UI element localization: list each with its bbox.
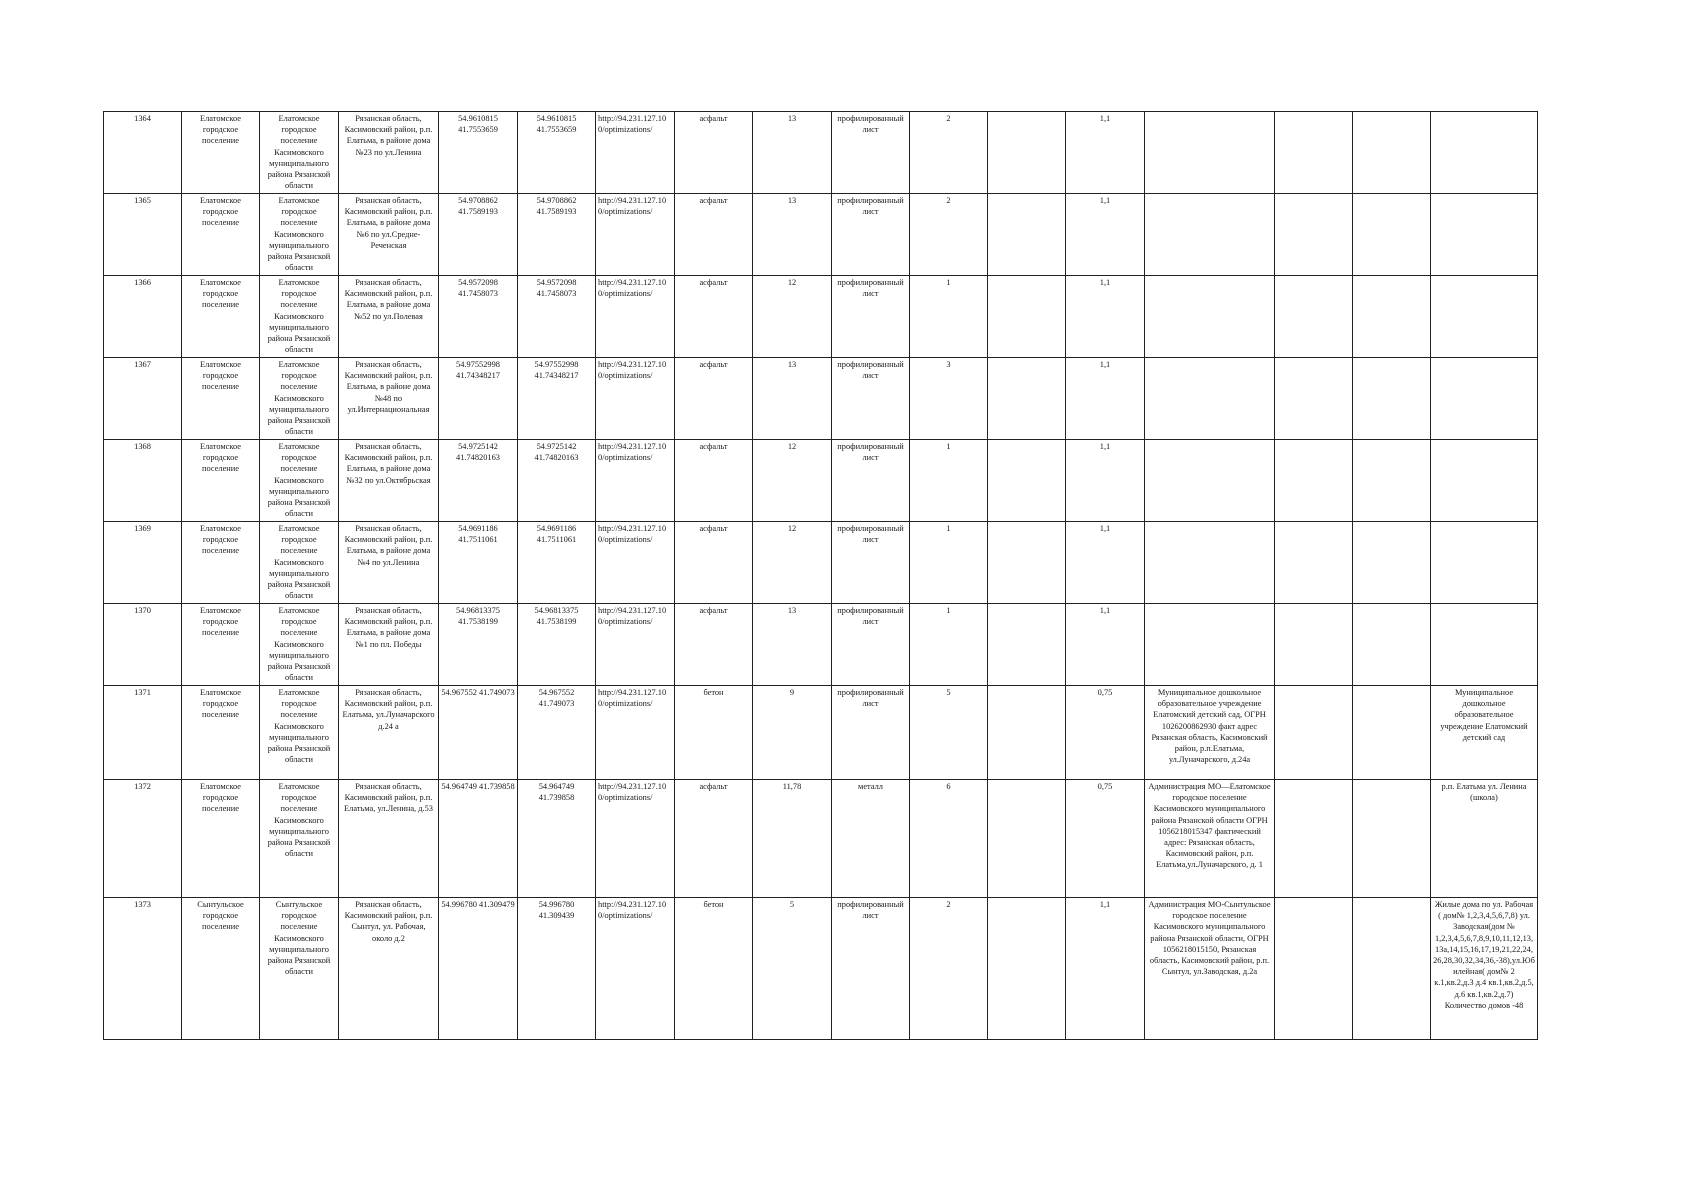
empty-cell [1353,780,1431,898]
containers-count-cell: 1 [910,276,988,358]
table-row [104,194,1538,276]
address-cell: Рязанская область, Касимовский район, р.п. Елатьма, в районе дома №23 по ул.Ленина [339,112,439,194]
row-number: 1364 [104,112,182,194]
empty-cell [1275,440,1353,522]
owner-details-cell [1145,276,1275,358]
row-number: 1373 [104,898,182,1040]
latitude-longitude-cell: 54.9725142 41.74820163 [439,440,518,522]
surface-cell: бетон [675,898,753,1040]
empty-cell [1353,358,1431,440]
latitude-longitude-cell: 54.996780 41.309479 [439,898,518,1040]
owner-cell: Елатомское городское поселение Касимовского муниципального района Рязанской области [260,440,339,522]
address-cell: Рязанская область, Касимовский район, р.п. Елатьма, в районе дома №48 по ул.Интернациональная [339,358,439,440]
fence-cell: профилированный лист [832,604,910,686]
container-volume-cell: 1,1 [1066,276,1145,358]
registry-table-body [104,112,1538,1040]
surface-cell: асфальт [675,112,753,194]
settlement-cell: Елатомское городское поселение [182,276,260,358]
owner-details-cell [1145,604,1275,686]
area-cell: 12 [753,522,832,604]
latitude-longitude-cell: 54.9610815 41.7553659 [439,112,518,194]
empty-cell [1275,686,1353,780]
waste-sources-cell [1431,112,1538,194]
fence-cell: профилированный лист [832,522,910,604]
fence-cell: профилированный лист [832,358,910,440]
coordinates-cell: 54.9610815 41.7553659 [518,112,596,194]
address-cell: Рязанская область, Касимовский район, р.п. Елатьма, в районе дома №4 по ул.Ленина [339,522,439,604]
map-link-cell: http://94.231.127.10 0/optimizations/ [596,686,675,780]
owner-details-cell [1145,194,1275,276]
owner-cell: Елатомское городское поселение Касимовского муниципального района Рязанской области [260,780,339,898]
waste-sources-cell: Муниципальное дошкольное образовательное учреждение Елатомский детский сад [1431,686,1538,780]
settlement-cell: Елатомское городское поселение [182,780,260,898]
fence-cell: профилированный лист [832,686,910,780]
address-cell: Рязанская область, Касимовский район, р.п. Елатьма, в районе дома №32 по ул.Октябрьская [339,440,439,522]
empty-cell [1275,898,1353,1040]
coordinates-cell: 54.9572098 41.7458073 [518,276,596,358]
fence-cell: профилированный лист [832,112,910,194]
coordinates-cell: 54.9691186 41.7511061 [518,522,596,604]
row-number: 1372 [104,780,182,898]
area-cell: 9 [753,686,832,780]
fence-cell: профилированный лист [832,440,910,522]
surface-cell: асфальт [675,194,753,276]
coordinates-cell: 54.97552998 41.74348217 [518,358,596,440]
table-row [104,440,1538,522]
waste-sources-cell [1431,522,1538,604]
settlement-cell: Елатомское городское поселение [182,604,260,686]
empty-cell [988,358,1066,440]
owner-details-cell [1145,112,1275,194]
area-cell: 13 [753,604,832,686]
container-volume-cell: 0,75 [1066,780,1145,898]
row-number: 1365 [104,194,182,276]
latitude-longitude-cell: 54.96813375 41.7538199 [439,604,518,686]
owner-details-cell: Администрация МО-Сынтульское городское поселение Касимовского муниципального района Рязанской области, ОГРН 1056218015150, Рязанская область, Касимовский район, р.п. Сынтул, ул.Заводская, д.2а [1145,898,1275,1040]
map-link-cell: http://94.231.127.10 0/optimizations/ [596,358,675,440]
fence-cell: профилированный лист [832,194,910,276]
owner-details-cell [1145,522,1275,604]
empty-cell [1353,112,1431,194]
latitude-longitude-cell: 54.964749 41.739858 [439,780,518,898]
owner-cell: Елатомское городское поселение Касимовского муниципального района Рязанской области [260,194,339,276]
address-cell: Рязанская область, Касимовский район, р.п. Елатьма, в районе дома №52 по ул.Полевая [339,276,439,358]
empty-cell [1275,522,1353,604]
containers-count-cell: 2 [910,898,988,1040]
map-link-cell: http://94.231.127.10 0/optimizations/ [596,112,675,194]
empty-cell [988,522,1066,604]
empty-cell [1353,276,1431,358]
address-cell: Рязанская область, Касимовский район, р.п. Елатьма, в районе дома №6 по ул.Средне-Реченская [339,194,439,276]
settlement-cell: Елатомское городское поселение [182,194,260,276]
latitude-longitude-cell: 54.9691186 41.7511061 [439,522,518,604]
latitude-longitude-cell: 54.9708862 41.7589193 [439,194,518,276]
owner-details-cell [1145,440,1275,522]
container-volume-cell: 1,1 [1066,194,1145,276]
fence-cell: профилированный лист [832,898,910,1040]
address-cell: Рязанская область, Касимовский район, р.п. Елатьма, в районе дома №1 по пл. Победы [339,604,439,686]
map-link-cell: http://94.231.127.10 0/optimizations/ [596,440,675,522]
map-link-cell: http://94.231.127.10 0/optimizations/ [596,780,675,898]
coordinates-cell: 54.967552 41.749073 [518,686,596,780]
containers-count-cell: 2 [910,194,988,276]
empty-cell [1353,440,1431,522]
empty-cell [988,780,1066,898]
table-row [104,898,1538,1040]
owner-cell: Елатомское городское поселение Касимовского муниципального района Рязанской области [260,358,339,440]
area-cell: 11,78 [753,780,832,898]
empty-cell [988,194,1066,276]
owner-details-cell: Администрация МО—Елатомское городское поселение Касимовского муниципального района Рязанской области ОГРН 1056218015347 фактический адрес: Рязанская область, Касимовский район, р.п. Елатьма,ул.Луначарского, д. 1 [1145,780,1275,898]
row-number: 1369 [104,522,182,604]
empty-cell [1275,276,1353,358]
owner-cell: Елатомское городское поселение Касимовского муниципального района Рязанской области [260,112,339,194]
row-number: 1368 [104,440,182,522]
waste-sources-cell: Жилые дома по ул. Рабочая ( дом№ 1,2,3,4,5,6,7,8) ул. Заводская(дом № 1,2,3,4,5,6,7,8,9,10,11,12,13,13а,14,15,16,17,19,21,22,24,26,28,30,32,34,36,-38),ул.Юбилейная( дом№ 2 к.1,кв.2,д.3 д.4 кв.1,кв.2,д.5, д.6 кв.1,кв.2,д.7) Количество домов -48 [1431,898,1538,1040]
surface-cell: асфальт [675,522,753,604]
map-link-cell: http://94.231.127.10 0/optimizations/ [596,276,675,358]
owner-cell: Елатомское городское поселение Касимовского муниципального района Рязанской области [260,604,339,686]
containers-count-cell: 5 [910,686,988,780]
row-number: 1367 [104,358,182,440]
surface-cell: асфальт [675,780,753,898]
settlement-cell: Елатомское городское поселение [182,440,260,522]
waste-sources-cell [1431,604,1538,686]
empty-cell [1275,604,1353,686]
owner-cell: Елатомское городское поселение Касимовского муниципального района Рязанской области [260,522,339,604]
fence-cell: металл [832,780,910,898]
area-cell: 12 [753,276,832,358]
container-volume-cell: 0,75 [1066,686,1145,780]
empty-cell [1275,112,1353,194]
empty-cell [1275,358,1353,440]
address-cell: Рязанская область, Касимовский район, р.п. Елатьма, ул.Луначарского д.24 а [339,686,439,780]
empty-cell [988,112,1066,194]
empty-cell [1353,604,1431,686]
surface-cell: асфальт [675,604,753,686]
empty-cell [988,898,1066,1040]
area-cell: 13 [753,194,832,276]
coordinates-cell: 54.96813375 41.7538199 [518,604,596,686]
surface-cell: асфальт [675,358,753,440]
empty-cell [1275,780,1353,898]
owner-cell: Сынтульское городское поселение Касимовского муниципального района Рязанской области [260,898,339,1040]
containers-count-cell: 1 [910,604,988,686]
map-link-cell: http://94.231.127.10 0/optimizations/ [596,522,675,604]
area-cell: 13 [753,358,832,440]
coordinates-cell: 54.9725142 41.74820163 [518,440,596,522]
coordinates-cell: 54.964749 41.739858 [518,780,596,898]
empty-cell [1275,194,1353,276]
latitude-longitude-cell: 54.9572098 41.7458073 [439,276,518,358]
surface-cell: асфальт [675,276,753,358]
fence-cell: профилированный лист [832,276,910,358]
containers-count-cell: 6 [910,780,988,898]
container-volume-cell: 1,1 [1066,440,1145,522]
row-number: 1371 [104,686,182,780]
container-volume-cell: 1,1 [1066,604,1145,686]
waste-sources-cell [1431,440,1538,522]
registry-table [103,111,1538,1040]
owner-details-cell [1145,358,1275,440]
table-row [104,358,1538,440]
containers-count-cell: 1 [910,522,988,604]
settlement-cell: Елатомское городское поселение [182,686,260,780]
table-row [104,276,1538,358]
latitude-longitude-cell: 54.967552 41.749073 [439,686,518,780]
map-link-cell: http://94.231.127.10 0/optimizations/ [596,898,675,1040]
map-link-cell: http://94.231.127.10 0/optimizations/ [596,604,675,686]
containers-count-cell: 1 [910,440,988,522]
settlement-cell: Сынтульское городское поселение [182,898,260,1040]
table-row [104,604,1538,686]
owner-cell: Елатомское городское поселение Касимовского муниципального района Рязанской области [260,276,339,358]
address-cell: Рязанская область, Касимовский район, р.п. Елатьма, ул.Ленина, д.53 [339,780,439,898]
empty-cell [1353,898,1431,1040]
surface-cell: асфальт [675,440,753,522]
waste-sources-cell [1431,194,1538,276]
area-cell: 12 [753,440,832,522]
coordinates-cell: 54.996780 41.309439 [518,898,596,1040]
settlement-cell: Елатомское городское поселение [182,112,260,194]
empty-cell [988,276,1066,358]
empty-cell [1353,686,1431,780]
table-row [104,780,1538,898]
settlement-cell: Елатомское городское поселение [182,358,260,440]
table-row [104,686,1538,780]
owner-cell: Елатомское городское поселение Касимовского муниципального района Рязанской области [260,686,339,780]
empty-cell [988,686,1066,780]
empty-cell [988,440,1066,522]
waste-sources-cell [1431,276,1538,358]
container-volume-cell: 1,1 [1066,522,1145,604]
surface-cell: бетон [675,686,753,780]
container-volume-cell: 1,1 [1066,112,1145,194]
latitude-longitude-cell: 54.97552998 41.74348217 [439,358,518,440]
settlement-cell: Елатомское городское поселение [182,522,260,604]
table-row [104,112,1538,194]
empty-cell [1353,194,1431,276]
containers-count-cell: 2 [910,112,988,194]
container-volume-cell: 1,1 [1066,358,1145,440]
empty-cell [988,604,1066,686]
address-cell: Рязанская область, Касимовский район, р.п. Сынтул, ул. Рабочая, около д.2 [339,898,439,1040]
owner-details-cell: Муниципальное дошкольное образовательное учреждение Елатомский детский сад, ОГРН 1026200862930 факт адрес Рязанская область, Касимовский район, р.п.Елатьма, ул.Луначарского, д.24а [1145,686,1275,780]
container-volume-cell: 1,1 [1066,898,1145,1040]
waste-sources-cell [1431,358,1538,440]
area-cell: 5 [753,898,832,1040]
waste-sources-cell: р.п. Елатьма ул. Ленина (школа) [1431,780,1538,898]
table-row [104,522,1538,604]
coordinates-cell: 54.9708862 41.7589193 [518,194,596,276]
area-cell: 13 [753,112,832,194]
empty-cell [1353,522,1431,604]
row-number: 1366 [104,276,182,358]
containers-count-cell: 3 [910,358,988,440]
row-number: 1370 [104,604,182,686]
map-link-cell: http://94.231.127.10 0/optimizations/ [596,194,675,276]
